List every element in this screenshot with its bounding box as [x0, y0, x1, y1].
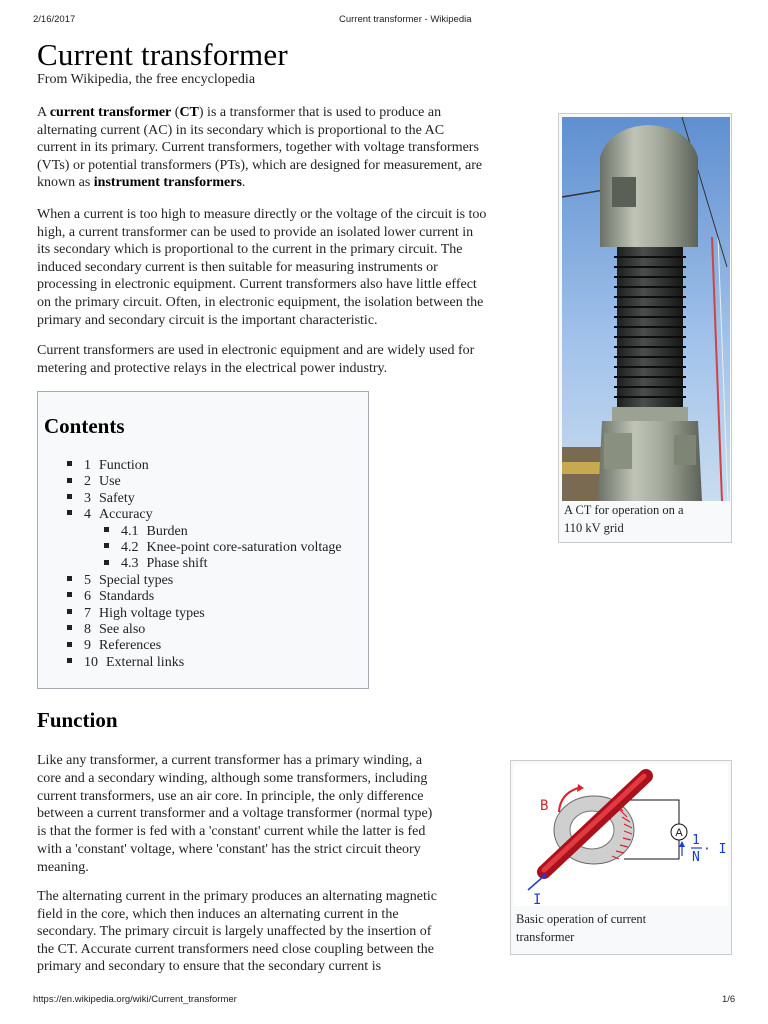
bullet-icon	[104, 543, 109, 548]
toc-item-9[interactable]	[67, 638, 161, 654]
fraction-numerator: 1	[692, 833, 700, 848]
text-line: on the primary circuit. Often, in electronic equipment, the isolation between the	[37, 295, 484, 310]
bullet-icon	[67, 494, 72, 499]
toc-item-number: 5	[84, 572, 91, 588]
basic-operation-diagram	[514, 764, 728, 906]
bullet-icon	[67, 461, 72, 466]
toc-item-label: High voltage types	[99, 605, 205, 621]
text-line: current transformers, use an air core. In principle, the only difference	[37, 788, 424, 804]
toc-item-7[interactable]	[67, 606, 205, 622]
bullet-icon	[67, 478, 72, 483]
toc-item-number: 4.3	[121, 556, 139, 572]
text-line: the CT. Accurate current transformers need close coupling between the	[37, 941, 435, 957]
bullet-icon	[67, 625, 72, 630]
bullet-icon	[67, 609, 72, 614]
toc-item-4-1[interactable]	[104, 524, 188, 540]
toc-item-8[interactable]	[67, 622, 145, 638]
toc-item-4-3[interactable]	[104, 556, 208, 572]
print-date: 2/16/2017	[33, 14, 76, 25]
toc-item-label: References	[99, 638, 162, 654]
bullet-icon	[67, 510, 72, 515]
toc-item-label: Phase shift	[146, 556, 208, 572]
figure-basic-operation-caption-line1: Basic operation of current	[516, 912, 647, 926]
text-line: induced secondary current is then suitable for measuring instruments or	[37, 259, 438, 275]
toc-item-number: 4.2	[121, 540, 139, 555]
toc-item-label: Safety	[99, 490, 135, 506]
fraction-denominator: N	[692, 850, 700, 865]
text-line: Like any transformer, a current transformer has a primary winding, a	[37, 753, 423, 768]
bullet-icon	[104, 560, 109, 565]
toc-item-10[interactable]	[67, 655, 184, 671]
figure-ct-photo	[558, 113, 732, 543]
text-line: A current transformer (CT) is a transformer that is used to produce an	[37, 105, 442, 120]
text-line: between a current transformer and a voltage transformer (normal type)	[37, 806, 433, 822]
toc-item-number: 3	[84, 490, 91, 506]
bullet-icon	[104, 527, 109, 532]
toc-item-2[interactable]	[67, 474, 121, 490]
toc-item-label: External links	[106, 654, 185, 670]
text-line: core and a secondary winding, although some transformers, including	[37, 770, 428, 786]
toc-item-3[interactable]	[67, 491, 135, 507]
text-line: primary and secondary to ensure that the secondary current is	[37, 959, 382, 975]
toc-item-4-2[interactable]	[104, 540, 342, 556]
toc-item-number: 4.1	[121, 523, 139, 539]
toc-item-label: See also	[99, 622, 146, 637]
fraction-current: · I	[703, 842, 727, 857]
text-line: The alternating current in the primary produces an alternating magnetic	[37, 889, 438, 904]
print-url: https://en.wikipedia.org/wiki/Current_transformer	[33, 994, 237, 1005]
figure-ct-caption-line1: A CT for operation on a	[564, 503, 684, 517]
section-heading-function: Function	[37, 708, 118, 732]
text-line: When a current is too high to measure directly or the voltage of the circuit is too	[37, 207, 487, 222]
text-line: its secondary which is proportional to the current in the primary circuit. The	[37, 242, 463, 258]
toc-heading: Contents	[44, 414, 125, 438]
toc-item-label: Special types	[99, 572, 174, 588]
bullet-icon	[67, 658, 72, 663]
text-line: alternating current (AC) in its secondary which is proportional to the AC	[37, 122, 445, 138]
text-line: known as instrument transformers.	[37, 175, 246, 191]
bullet-icon	[67, 592, 72, 597]
toc-item-4[interactable]	[67, 507, 153, 523]
text-line: primary and secondary circuit is the important characteristic.	[37, 312, 378, 328]
table-of-contents	[37, 391, 369, 689]
toc-item-label: Accuracy	[99, 507, 153, 523]
toc-item-1[interactable]	[67, 458, 149, 474]
toc-item-6[interactable]	[67, 589, 154, 605]
toc-item-label: Burden	[146, 523, 188, 539]
page-title: Current transformer	[37, 37, 288, 72]
bullet-icon	[67, 576, 72, 581]
toc-item-number: 9	[84, 638, 91, 654]
toc-item-label: Function	[99, 458, 149, 473]
toc-item-number: 8	[84, 622, 91, 637]
text-line: Current transformers are used in electronic equipment and are widely used for	[37, 343, 475, 358]
text-line: with a 'constant' voltage, where 'constant' has the strict circuit theory	[37, 842, 421, 857]
text-line: field in the core, which then induces an alternating current in the	[37, 906, 399, 922]
figure-ct-caption-line2: 110 kV grid	[564, 521, 624, 535]
label-i-primary: I	[533, 892, 542, 906]
toc-item-number: 4	[84, 507, 91, 523]
toc-item-number: 7	[84, 605, 91, 621]
toc-item-label: Standards	[99, 589, 155, 605]
text-line: high, a current transformer can be used to provide an isolated lower current in	[37, 224, 474, 240]
text-line: (VTs) or potential transformers (PTs), which are designed for measurement, are	[37, 157, 483, 173]
label-b: B	[540, 798, 549, 814]
toc-item-5[interactable]	[67, 573, 173, 589]
print-title: Current transformer - Wikipedia	[339, 14, 472, 25]
toc-item-label: Use	[99, 474, 121, 490]
toc-item-number: 1	[84, 458, 91, 473]
text-line: current in its primary. Current transformers, together with voltage transformers	[37, 140, 479, 156]
text-line: is that the former is fed with a 'constant' current while the latter is fed	[37, 824, 426, 840]
text-line: processing in electronic equipment. Current transformers also have little effect	[37, 277, 477, 293]
toc-item-number: 10	[84, 654, 98, 670]
toc-item-number: 2	[84, 474, 91, 490]
print-page-number: 1/6	[722, 994, 736, 1005]
bullet-icon	[67, 642, 72, 647]
text-line: metering and protective relays in the electrical power industry.	[37, 360, 388, 376]
toc-item-label: Knee-point core-saturation voltage	[146, 540, 342, 555]
toc-item-number: 6	[84, 589, 91, 605]
text-line: meaning.	[37, 859, 89, 875]
ct-photo-image	[562, 117, 730, 501]
ammeter-label: A	[675, 827, 683, 839]
text-line: secondary. The primary circuit is largely unaffected by the insertion of	[37, 924, 432, 940]
figure-basic-operation	[510, 760, 732, 955]
figure-basic-operation-caption-line2: transformer	[516, 930, 575, 944]
page-subtitle: From Wikipedia, the free encyclopedia	[37, 72, 256, 87]
